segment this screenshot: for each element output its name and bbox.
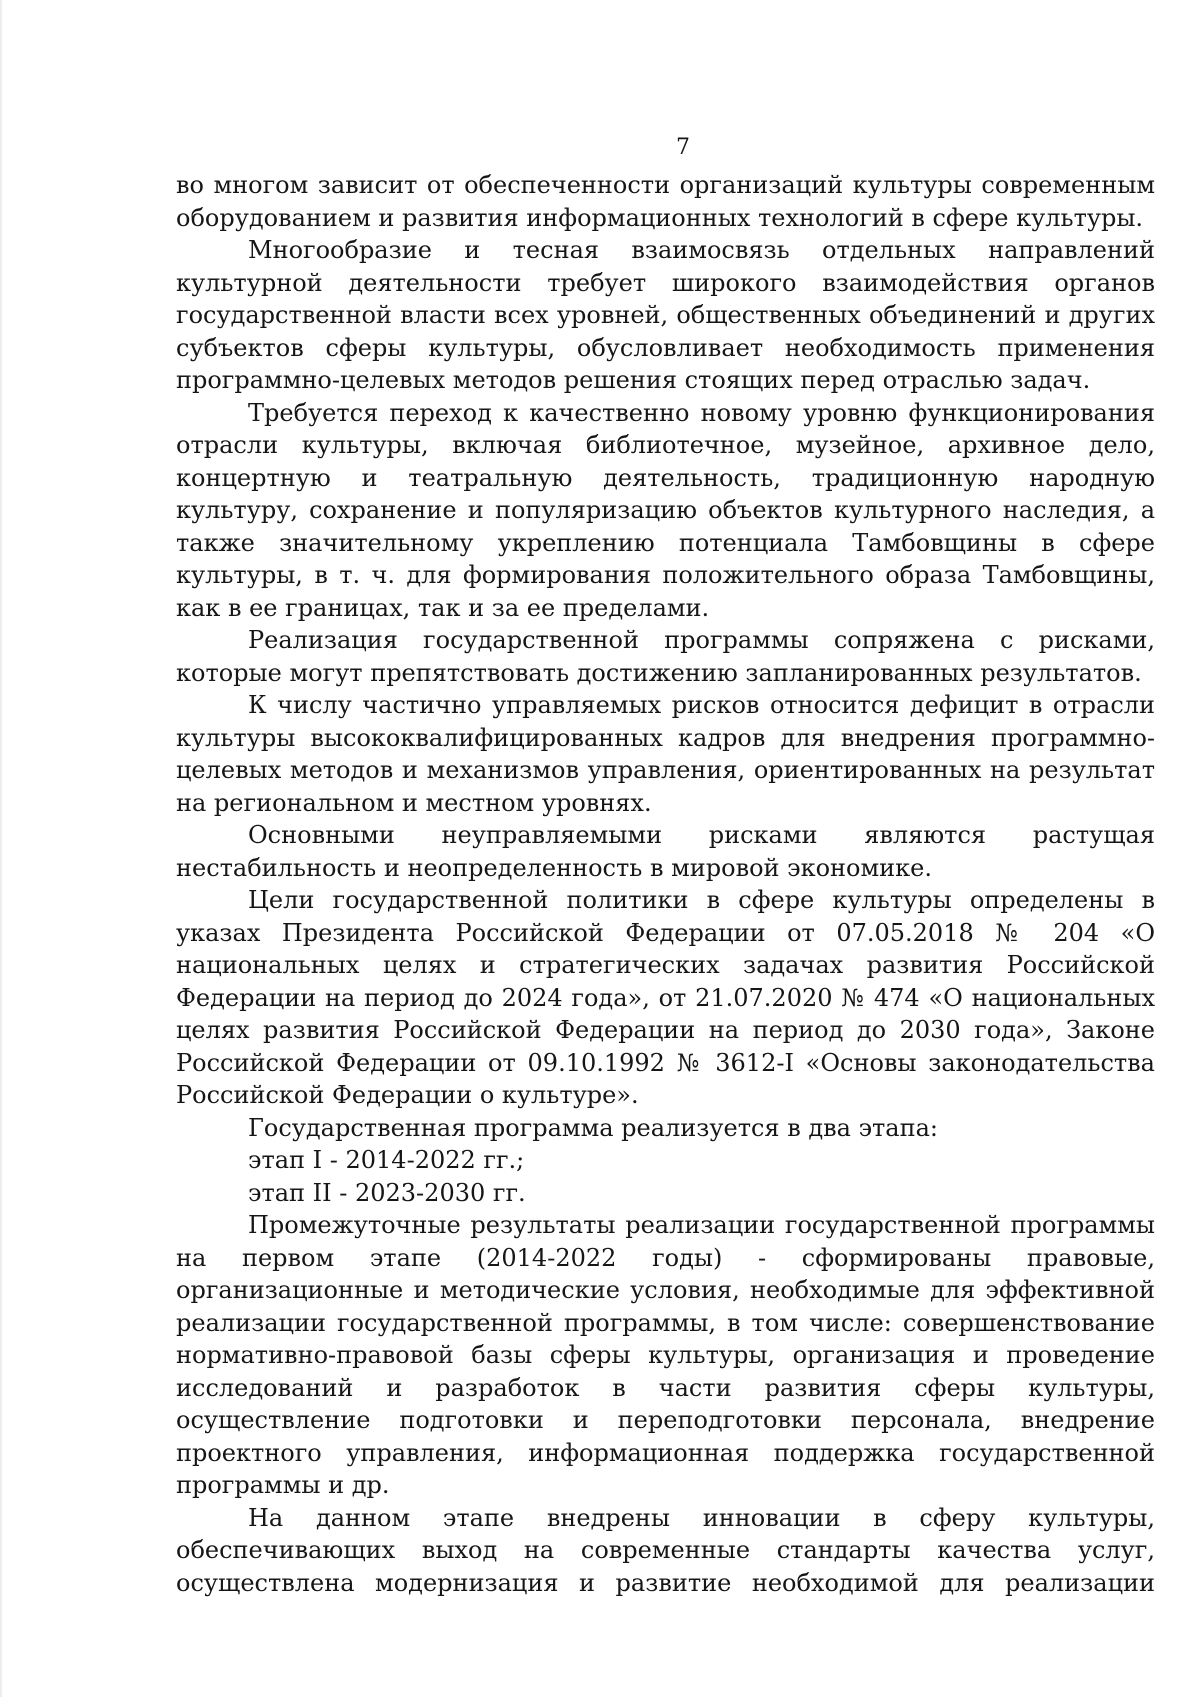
paragraph-risks: Реализация государственной программы сопряжена с рисками, которые могут препятствовать достижению запланированных результатов.	[176, 626, 1155, 687]
page-number: 7	[676, 135, 690, 160]
scan-edge	[0, 0, 3, 1697]
paragraph-managed-risks: К числу частично управляемых рисков относится дефицит в отрасли культуры высококвалифицированных кадров для внедрения программно-целевых методов и механизмов управления, ориентированных на результат на региональном и местном уровнях.	[176, 691, 1155, 817]
paragraph-diversity: Многообразие и тесная взаимосвязь отдельных направлений культурной деятельности требует широкого взаимодействия органов государственной власти всех уровней, общественных объединений и других субъектов сферы культуры, обусловливает необходимость применения программно-целевых методов решения стоящих перед отраслью задач.	[176, 236, 1155, 394]
paragraph-intermediate-results: Промежуточные результаты реализации государственной программы на первом этапе (2014-2022 годы) - сформированы правовые, организационные и методические условия, необходимые для эффективной реализации государственной программы, в том числе: совершенствование нормативно-правовой базы сферы культуры, организация и проведение исследований и разработок в части развития сферы культуры, осуществление подготовки и переподготовки персонала, внедрение проектного управления, информационная поддержка государственной программы и др.	[176, 1211, 1155, 1499]
paragraph-stages-intro: Государственная программа реализуется в два этапа:	[248, 1113, 938, 1142]
paragraph-innovations: На данном этапе внедрены инновации в сферу культуры, обеспечивающих выход на современные стандарты качества услуг, осуществлена модернизация и развитие необходимой для реализации	[176, 1503, 1155, 1597]
paragraph-policy-goals: Цели государственной политики в сфере культуры определены в указах Президента Российской Федерации от 07.05.2018 № 204 «О национальных целях и стратегических задачах развития Российской Федерации на период до 2024 года», от 21.07.2020 № 474 «О национальных целях развития Российской Федерации на период до 2030 года», Законе Российской Федерации от 09.10.1992 № 3612-I «Основы законодательства Российской Федерации о культуре».	[176, 886, 1155, 1109]
paragraph-continuation: во многом зависит от обеспеченности организаций культуры современным оборудованием и развития информационных технологий в сфере культуры.	[176, 171, 1155, 232]
document-body	[176, 169, 1155, 1599]
paragraph-stage-1: этап I - 2014-2022 гг.;	[248, 1146, 525, 1174]
paragraph-stage-2: этап II - 2023-2030 гг.	[248, 1178, 526, 1207]
paragraph-transition: Требуется переход к качественно новому уровню функционирования отрасли культуры, включая библиотечное, музейное, архивное дело, концертную и театральную деятельность, традиционную народную культуру, сохранение и популяризацию объектов культурного наследия, а также значительному укреплению потенциала Тамбовщины в сфере культуры, в т. ч. для формирования положительного образа Тамбовщины, как в ее границах, так и за ее пределами.	[176, 398, 1155, 622]
paragraph-unmanaged-risks: Основными неуправляемыми рисками являются растущая нестабильность и неопределенность в мировой экономике.	[176, 821, 1155, 882]
